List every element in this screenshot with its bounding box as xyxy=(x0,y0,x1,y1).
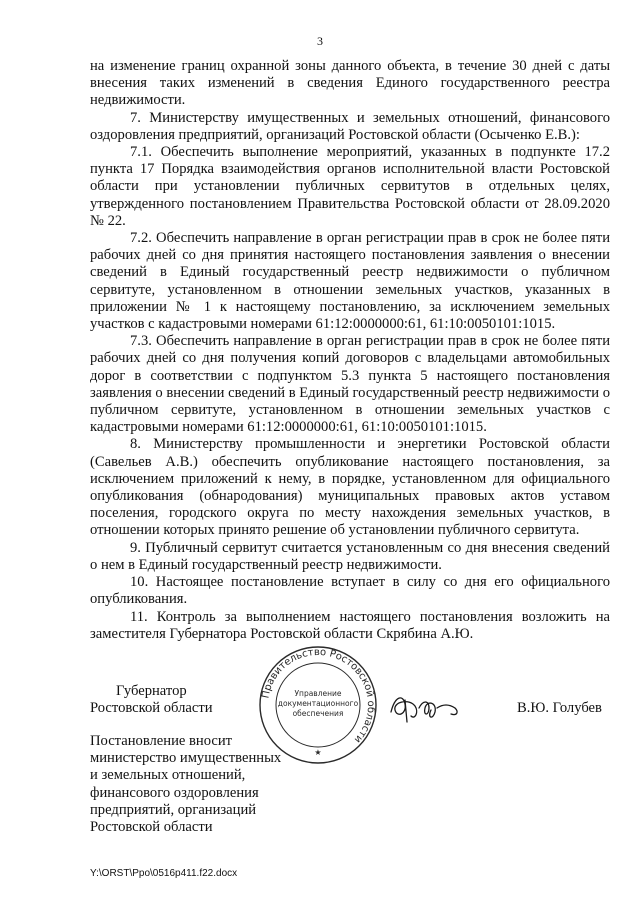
handwritten-signature xyxy=(385,686,475,726)
document-body xyxy=(90,58,610,643)
paragraph-item-8: 8. Министерству промышленности и энергетики Ростовской области (Савельев А.В.) обеспечить опубликование настоящего постановления, за исключением приложений к нему, в порядке, установленном для официального опубликования (обнародования) муниципальных правовых актов уставом поселения, городского округа по месту нахождения земельных участков, в отношении которых принято решение об установлении публичного сервитута. xyxy=(90,436,610,539)
stamp-inner-line1: Управление xyxy=(294,689,342,698)
introducer-line: министерство имущественных xyxy=(90,750,282,767)
paragraph-item-11: 11. Контроль за выполнением настоящего постановления возложить на заместителя Губернатора Ростовской области Скрябина А.Ю. xyxy=(90,608,610,642)
signatory-name: В.Ю. Голубев xyxy=(517,700,602,716)
stamp-outer-text: Правительство Ростовской области xyxy=(260,646,377,745)
signature-title-line2: Ростовской области xyxy=(90,700,213,717)
stamp-inner-line2: документационного xyxy=(277,699,359,708)
paragraph-item-7-2: 7.2. Обеспечить направление в орган регистрации прав в срок не более пяти рабочих дней со дня принятия настоящего постановления заявления о внесении сведений в Единый государственный реестр недвижимости о публичном сервитуте, установленном в отношении земельных участков, указанных в приложении № 1 к настоящему постановлению, за исключением земельных участков с кадастровыми номерами 61:12:0000000:61, 61:10:0050101:1015. xyxy=(90,230,610,333)
introducer-line: Постановление вносит xyxy=(90,733,233,749)
introducer-line: предприятий, организаций xyxy=(90,801,257,818)
paragraph-item-7-1: 7.1. Обеспечить выполнение мероприятий, указанных в подпункте 17.2 пункта 17 Порядка взаимодействия органов исполнительной власти Ростовской области при установлении публичных сервитутов в отдельных целях, утвержденного постановлением Правительства Ростовской области от 28.09.2020 № 22. xyxy=(90,144,610,229)
stamp-star-icon: ★ xyxy=(314,748,322,757)
signature-title xyxy=(90,683,213,717)
paragraph-item-7: 7. Министерству имущественных и земельных отношений, финансового оздоровления предприятий, организаций Ростовской области (Осыченко Е.В.): xyxy=(90,109,610,143)
file-path-footer: Y:\ORST\Ppo\0516p411.f22.docx xyxy=(90,868,238,879)
paragraph-item-9: 9. Публичный сервитут считается установленным со дня внесения сведений о нем в Единый государственный реестр недвижимости. xyxy=(90,539,610,573)
introducer-line: и земельных отношений, xyxy=(90,767,246,784)
introducer-line: финансового оздоровления xyxy=(90,784,259,801)
stamp-inner-line3: обеспечения xyxy=(292,709,344,718)
paragraph-item-10: 10. Настоящее постановление вступает в силу со дня его официального опубликования. xyxy=(90,574,610,608)
page-number: 3 xyxy=(317,34,323,48)
introducer-note xyxy=(90,733,290,836)
signature-title-line1: Губернатор xyxy=(116,683,187,699)
paragraph-continuation: на изменение границ охранной зоны данного объекта, в течение 30 дней с даты внесения таких изменений в сведения Единого государственного реестра недвижимости. xyxy=(90,58,610,109)
introducer-line: Ростовской области xyxy=(90,819,213,836)
paragraph-item-7-3: 7.3. Обеспечить направление в орган регистрации прав в срок не более пяти рабочих дней со дня получения копий договоров с владельцами автомобильных дорог в соответствии с подпунктом 5.3 пункта 5 настоящего постановления заявления о внесении сведений в Единый государственный реестр недвижимости о публичном сервитуте, установленном в отношении земельных участков с кадастровыми номерами 61:12:0000000:61, 61:10:0050101:1015. xyxy=(90,333,610,436)
